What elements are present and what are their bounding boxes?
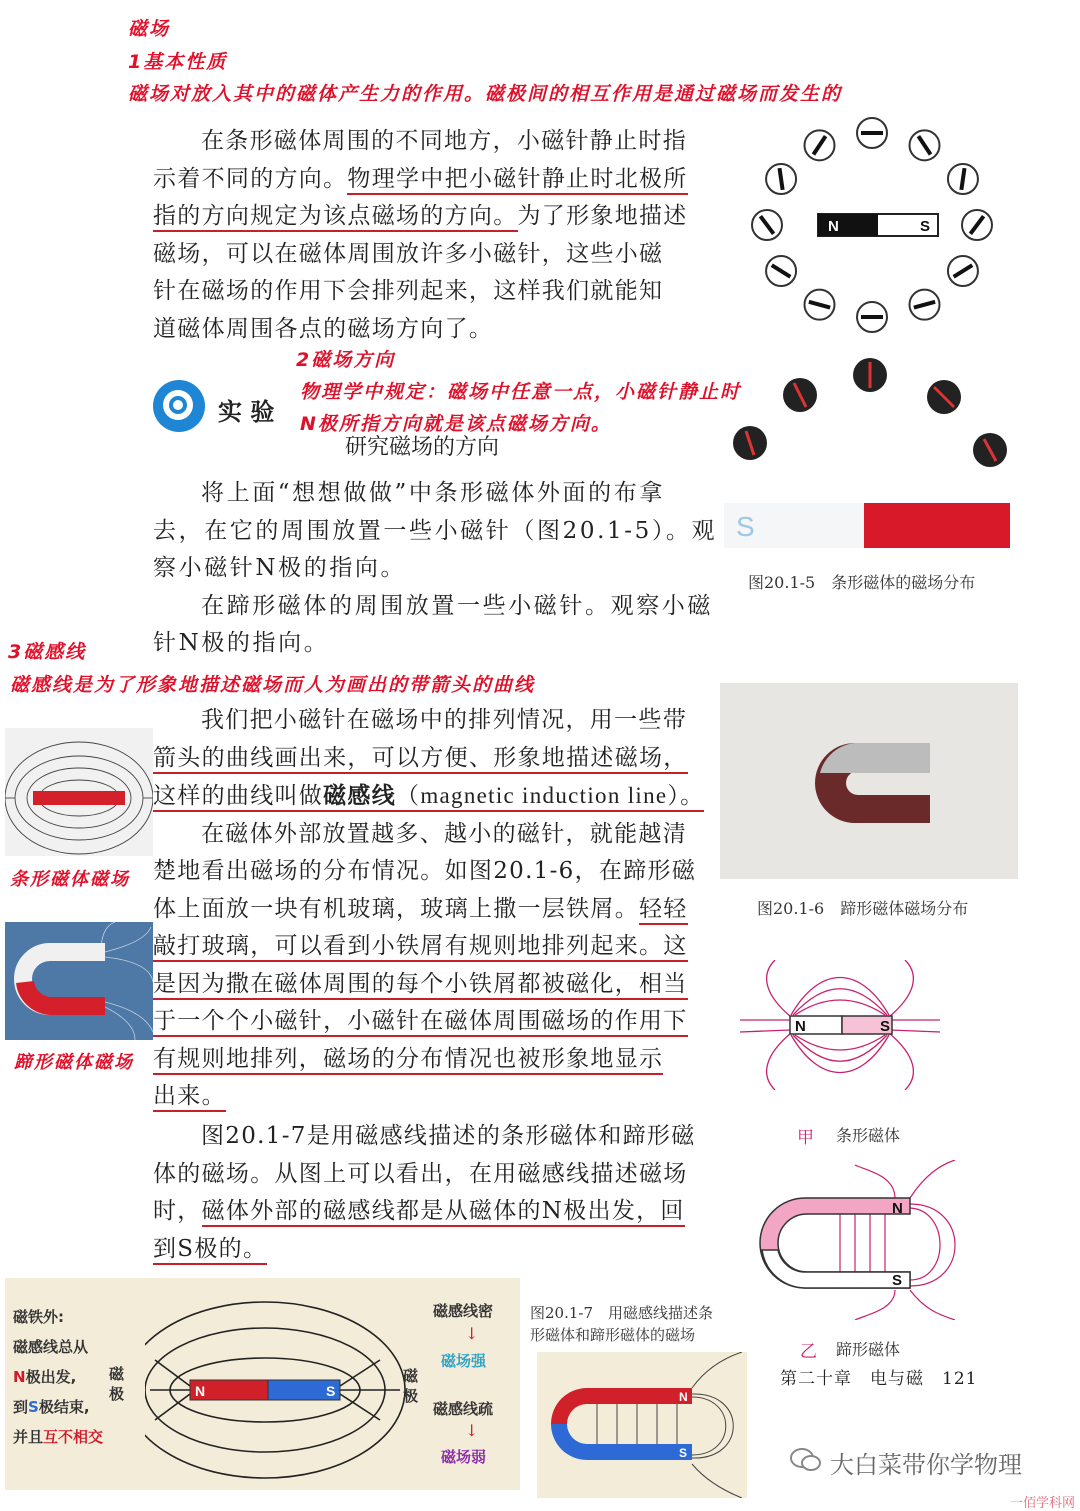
- text-line: [153, 1003, 704, 1041]
- rule-n-highlight: N: [13, 1368, 26, 1386]
- compass-ring-svg: [740, 110, 1005, 345]
- note-property-heading: 1基本性质: [128, 51, 228, 73]
- text-line: 在条形磁体周围的不同地方，小磁针静止时指: [201, 128, 687, 154]
- text-line: [153, 198, 688, 236]
- text-segment: 这样的曲线叫做: [153, 783, 324, 809]
- diagram-n-label: N: [795, 1018, 806, 1035]
- text-line: 针在磁场的作用下会排列起来，这样我们就能知: [153, 278, 664, 304]
- text-line: [153, 740, 704, 778]
- paragraph-field-lines: [153, 702, 704, 1116]
- text-line: [153, 702, 704, 740]
- underlined-sentence: 是因为撒在磁体周围的每个小铁屑都被磁化，相当: [153, 971, 688, 1000]
- wechat-icon: [790, 1447, 822, 1473]
- underlined-sentence: [153, 783, 704, 812]
- rule-line: 磁铁外:: [13, 1308, 64, 1326]
- term-magnetic-induction-line: 磁感线: [323, 782, 397, 809]
- horseshoe-filings-photo: [5, 922, 153, 1040]
- underlined-sentence: 敲打玻璃，可以看到小铁屑有规则地排列起来。这: [153, 933, 688, 962]
- rule-line: [13, 1362, 103, 1392]
- magnet-s-label: S: [920, 218, 931, 235]
- underlined-sentence: 有规则地排列，磁场的分布情况也被形象地显示: [153, 1046, 663, 1075]
- fig7-caption-2: 形磁体和蹄形磁体的磁场: [530, 1326, 696, 1344]
- text-segment: 体上面放一块有机玻璃，玻璃上撒一层铁屑。: [153, 895, 639, 922]
- text-line: 在蹄形磁体的周围放置一些小磁针。观察小磁: [201, 592, 713, 619]
- watermark: 一佰学科网: [1010, 1496, 1076, 1511]
- bar-field-diagram: [735, 960, 945, 1090]
- text-line: [153, 1041, 704, 1079]
- down-arrow-icon: ↓: [465, 1324, 479, 1343]
- note-horseshoe-label: 蹄形磁体磁场: [14, 1052, 134, 1073]
- fig6-caption: 图20.1-6 蹄形磁体磁场分布: [757, 899, 969, 918]
- text-line: 楚地看出磁场的分布情况。如图20.1-6，在蹄形磁: [153, 858, 697, 884]
- paragraph-compass-direction: [153, 123, 688, 348]
- note-direction-heading: 2磁场方向: [296, 349, 396, 371]
- underlined-sentence: 出来。: [153, 1083, 226, 1112]
- pole-label-left: 磁 极: [109, 1365, 125, 1403]
- text-line: [153, 891, 704, 929]
- down-arrow-icon: ↓: [465, 1421, 479, 1440]
- compass-needle: [752, 210, 782, 240]
- rule-line: 磁感线总从: [13, 1338, 89, 1356]
- bar-field-lines-svg: [145, 1290, 415, 1480]
- diagram-s-label: S: [892, 1272, 903, 1289]
- compass-needle: [805, 130, 835, 160]
- fig7-jia-label: 条形磁体: [836, 1126, 901, 1145]
- note-direction-text-1: 物理学中规定：磁场中任意一点，小磁针静止时: [300, 381, 742, 403]
- bar-magnet-compass-photo: [722, 355, 1022, 560]
- text-line: 磁场，可以在磁体周围放许多小磁针，这些小磁: [153, 240, 664, 267]
- text-line: 体的磁场。从图上可以看出，在用磁感线描述磁场: [153, 1160, 688, 1187]
- magnet-n-label: N: [828, 218, 839, 235]
- text-segment: 并且: [13, 1428, 44, 1446]
- experiment-title: 研究磁场的方向: [345, 435, 500, 460]
- underlined-sentence: 到S极的。: [153, 1236, 267, 1265]
- compass-needle: [805, 290, 835, 320]
- text-line: [153, 777, 704, 816]
- text-segment: 极出发,: [25, 1368, 77, 1386]
- rule-s-highlight: S: [28, 1398, 39, 1416]
- fig7-caption-1: 图20.1-7 用磁感线描述条: [530, 1304, 714, 1322]
- compass-needle: [857, 302, 887, 332]
- text-line: [153, 1078, 704, 1116]
- experiment-paragraph: [153, 475, 717, 663]
- text-segment: 我们把小磁针在磁场中的排列情况，用一些带: [201, 707, 687, 733]
- text-segment: （magnetic induction line）。: [396, 783, 705, 808]
- text-line: 道磁体周围各点的磁场方向了。: [153, 315, 494, 342]
- text-line: 将上面“想想做做”中条形磁体外面的布拿: [201, 480, 665, 506]
- page-footer-chapter: 第二十章 电与磁 121: [780, 1369, 978, 1389]
- panel-n-label: N: [195, 1383, 206, 1399]
- fig7-yi-label: 蹄形磁体: [836, 1340, 901, 1359]
- pole-label-right: 磁 极: [403, 1367, 419, 1405]
- weak-label: 磁场弱: [441, 1448, 487, 1466]
- strong-label: 磁场强: [441, 1352, 487, 1370]
- underlined-sentence: 箭头的曲线画出来，可以方便、形象地描述磁场，: [153, 745, 688, 774]
- compass-needle: [766, 256, 796, 286]
- note-bar-label: 条形磁体磁场: [10, 869, 130, 890]
- paragraph-field-direction: [153, 1118, 696, 1268]
- diagram-s-label: S: [880, 1018, 891, 1035]
- text-segment: 时，: [153, 1198, 202, 1224]
- experiment-badge: 实 验: [218, 398, 275, 426]
- compass-needle: [766, 164, 796, 194]
- compass-needle: [948, 256, 978, 286]
- fig7-jia-letter: 甲: [797, 1128, 814, 1148]
- underlined-sentence: 于一个个小磁针，小磁针在磁体周围磁场的作用下: [153, 1008, 688, 1037]
- note-property-text: 磁场对放入其中的磁体产生力的作用。磁极间的相互作用是通过磁场而发生的: [128, 83, 843, 105]
- bar-filings-photo: [5, 728, 153, 856]
- underlined-sentence: 磁体外部的磁感线都是从磁体的N极出发，回: [202, 1198, 685, 1227]
- text-line: [153, 928, 704, 966]
- text-line: [153, 1231, 696, 1269]
- compass-needle: [910, 130, 940, 160]
- field-rules-text: [13, 1302, 103, 1452]
- diagram-n-label: N: [892, 1200, 903, 1217]
- note-field-line-heading: 3磁感线: [8, 641, 87, 663]
- text-line: 去，在它的周围放置一些小磁针（图20.1-5）。观: [153, 517, 718, 544]
- color-s-label: S: [679, 1446, 688, 1460]
- compass-needle: [948, 164, 978, 194]
- compass-ring-figure: [740, 110, 1005, 345]
- text-line: 在磁体外部放置越多、越小的磁针，就能越清: [201, 820, 687, 847]
- rule-no-cross-highlight: 互不相交: [43, 1428, 104, 1446]
- experiment-icon: [153, 380, 205, 432]
- text-segment: 到: [13, 1398, 29, 1416]
- text-line: 察小磁针N极的指向。: [153, 555, 407, 581]
- panel-s-label: S: [326, 1383, 336, 1399]
- dense-label: 磁感线密: [433, 1302, 494, 1320]
- sparse-label: 磁感线疏: [433, 1400, 494, 1418]
- fig5-caption: 图20.1-5 条形磁体的磁场分布: [748, 573, 976, 592]
- underlined-definition: 物理学中把小磁针静止时北极所: [347, 166, 687, 195]
- text-segment: 极结束,: [38, 1398, 90, 1416]
- horseshoe-color-diagram: [537, 1352, 747, 1498]
- rule-line: [13, 1392, 103, 1422]
- text-line: 图20.1-7是用磁感线描述的条形磁体和蹄形磁: [201, 1123, 696, 1149]
- fig7-yi-letter: 乙: [800, 1342, 817, 1362]
- horseshoe-photo: [720, 683, 1018, 879]
- color-n-label: N: [679, 1390, 688, 1404]
- brand-name: 大白菜带你学物理: [830, 1451, 1022, 1479]
- underlined-sentence: 轻轻: [639, 896, 688, 925]
- note-field-line-text: 磁感线是为了形象地描述磁场而人为画出的带箭头的曲线: [10, 674, 536, 696]
- horseshoe-field-diagram: [745, 1160, 975, 1320]
- text-segment: 为了形象地描述: [517, 203, 688, 229]
- text-line: [153, 161, 688, 199]
- compass-needle: [857, 118, 887, 148]
- photo-s-label: S: [736, 511, 755, 542]
- note-title: 磁场: [128, 18, 171, 40]
- text-line: 针N极的指向。: [153, 630, 330, 656]
- note-direction-text-2: N极所指方向就是该点磁场方向。: [300, 413, 612, 435]
- text-line: [153, 1193, 696, 1231]
- text-segment: 示着不同的方向。: [153, 165, 348, 192]
- underlined-definition: 指的方向规定为该点磁场的方向。: [153, 203, 518, 232]
- compass-needle: [962, 210, 992, 240]
- text-line: [153, 966, 704, 1004]
- bar-field-notes-panel: [5, 1278, 520, 1490]
- rule-line: [13, 1422, 103, 1452]
- compass-needle: [910, 290, 940, 320]
